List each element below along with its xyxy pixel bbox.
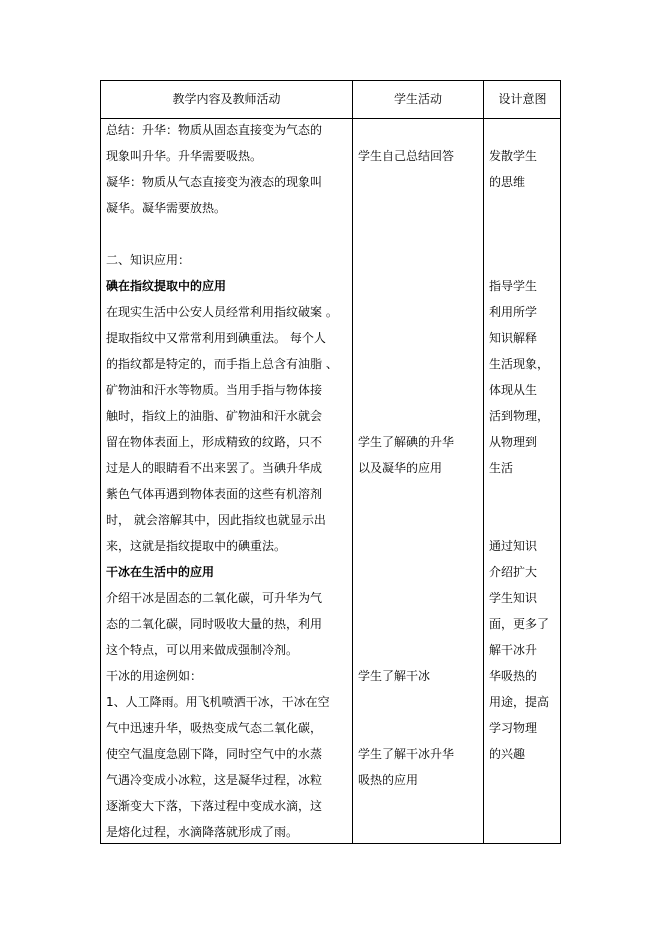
content-line: 这个特点，可以用来做成强制冷剂。 [106,643,299,657]
content-line: 现象叫升华。升华需要吸热。 [106,149,263,163]
content-line: 1、人工降雨。用飞机喷洒干冰，干冰在空 [106,695,330,709]
content-line: 过是人的眼睛看不出来罢了。当碘升华成 [106,461,323,475]
lesson-plan-table [100,80,561,844]
content-line: 矿物油和汗水等物质。当用手指与物体接 [106,383,323,397]
column-divider [483,81,484,843]
student-activity-line: 吸热的应用 [358,773,419,787]
design-intent-line: 发散学生 [489,149,538,163]
content-line: 紫色气体再遇到物体表面的这些有机溶剂 [106,487,323,501]
design-intent-line: 生活 [489,461,514,475]
content-line: 提取指纹中又常常利用到碘重法。 每个人 [106,331,326,345]
design-intent-line: 知识解释 [489,331,538,345]
design-intent-line: 面，更多了 [489,617,550,631]
design-intent-line: 华吸热的 [489,669,538,683]
column-divider [352,81,353,843]
design-intent-line: 的思维 [489,175,526,189]
student-activity-line: 学生了解碘的升华 [358,435,455,449]
design-intent-line: 通过知识 [489,539,538,553]
design-intent-line: 活到物理， [489,409,550,423]
header-student-activity: 学生活动 [393,92,442,106]
content-line: 时， 就会溶解其中，因此指纹也就显示出 [106,513,326,527]
content-line: 留在物体表面上，形成精致的纹路，只不 [106,435,323,449]
design-intent-line: 指导学生 [489,279,538,293]
content-line: 气遇冷变成小冰粒，这是凝华过程，冰粒 [106,773,323,787]
content-line: 逐渐变大下落，下落过程中变成水滴，这 [106,799,323,813]
content-line: 介绍干冰是固态的二氧化碳，可升华为气 [106,591,323,605]
design-intent-line: 从物理到 [489,435,538,449]
content-line: 的指纹都是特定的，而手指上总含有油脂 、 [106,357,338,371]
content-line: 态的二氧化碳，同时吸收大量的热，利用 [106,617,323,631]
content-line: 触时，指纹上的油脂、矿物油和汗水就会 [106,409,323,423]
design-intent-line: 解干冰升 [489,643,538,657]
design-intent-line: 学习物理 [489,721,538,735]
header-design-intent: 设计意图 [498,92,547,106]
design-intent-line: 生活现象， [489,357,550,371]
section-heading: 二、知识应用： [106,253,191,267]
design-intent-line: 学生知识 [489,591,538,605]
content-line: 干冰的用途例如： [106,669,203,683]
student-activity-line: 学生了解干冰升华 [358,747,455,761]
content-line: 来，这就是指纹提取中的碘重法。 [106,539,287,553]
content-line: 气中迅速升华，吸热变成气态二氧化碳， [106,721,323,735]
content-line: 凝华。凝华需要放热。 [106,201,227,215]
content-line: 凝华：物质从气态直接变为液态的现象叫 [106,175,323,189]
design-intent-line: 用途，提高 [489,695,550,709]
content-line: 在现实生活中公安人员经常利用指纹破案 。 [106,305,338,319]
student-activity-line: 以及凝华的应用 [358,461,443,475]
header-teaching-content: 教学内容及教师活动 [172,92,281,106]
content-line: 使空气温度急剧下降，同时空气中的水蒸 [106,747,323,761]
subsection-heading-dry-ice: 干冰在生活中的应用 [106,565,215,579]
student-activity-line: 学生自己总结回答 [358,149,455,163]
content-line: 是熔化过程，水滴降落就形成了雨。 [106,825,299,839]
design-intent-line: 体现从生 [489,383,538,397]
design-intent-line: 介绍扩大 [489,565,538,579]
design-intent-line: 的兴趣 [489,747,526,761]
content-line: 总结：升华：物质从固态直接变为气态的 [106,123,323,137]
design-intent-line: 利用所学 [489,305,538,319]
student-activity-line: 学生了解干冰 [358,669,431,683]
subsection-heading-iodine: 碘在指纹提取中的应用 [106,279,227,293]
